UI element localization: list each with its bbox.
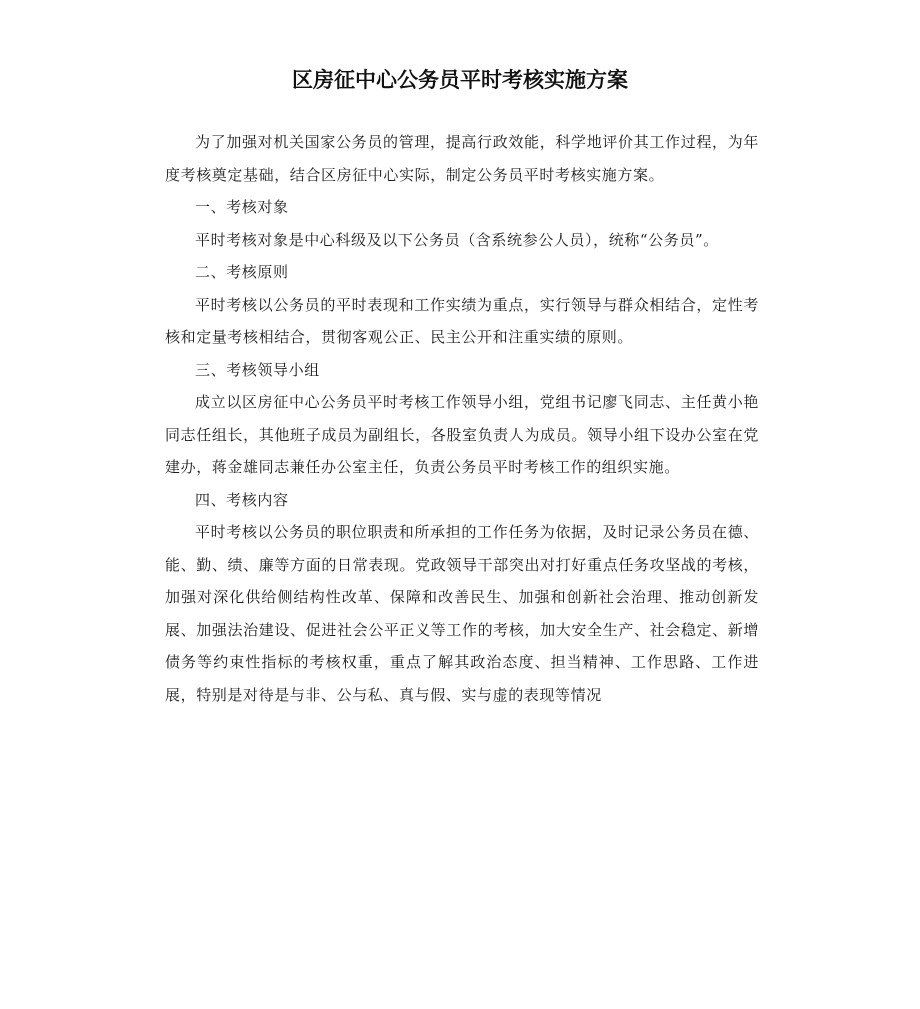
assessment-content-paragraph: 平时考核以公务员的职位职责和所承担的工作任务为依据，及时记录公务员在德、能、勤、绩、廉等方面的日常表现。党政领导干部突出对打好重点任务攻坚战的考核，加强对深化供给侧结构性改革、保障和改善民生、加强和创新社会治理、推动创新发展、加强法治建设、促进社会公平正义等工作的考核，加大安全生产、社会稳定、新增债务等约束性指标的考核权重，重点了解其政治态度、担当精神、工作思路、工作进展，特别是对待是与非、公与私、真与假、实与虚的表现等情况 bbox=[165, 523, 759, 704]
document-body bbox=[165, 126, 759, 711]
leading-group-paragraph: 成立以区房征中心公务员平时考核工作领导小组，党组书记廖飞同志、主任黄小艳同志任组长，其他班子成员为副组长，各股室负责人为成员。领导小组下设办公室在党建办，蒋金雄同志兼任办公室主任，负责公务员平时考核工作的组织实施。 bbox=[165, 393, 759, 476]
section-heading-assessment-content: 四、考核内容 bbox=[195, 490, 289, 509]
section-heading-assessment-principles: 二、考核原则 bbox=[195, 263, 289, 281]
intro-paragraph: 为了加强对机关国家公务员的管理，提高行政效能，科学地评价其工作过程，为年度考核奠定基础，结合区房征中心实际，制定公务员平时考核实施方案。 bbox=[165, 133, 759, 184]
section-heading-leading-group: 三、考核领导小组 bbox=[195, 360, 320, 379]
assessment-targets-paragraph: 平时考核对象是中心科级及以下公务员（含系统参公人员），统称“公务员”。 bbox=[195, 230, 719, 249]
document-title: 区房征中心公务员平时考核实施方案 bbox=[292, 68, 628, 92]
assessment-principles-paragraph: 平时考核以公务员的平时表现和工作实绩为重点，实行领导与群众相结合，定性考核和定量考核相结合，贯彻客观公正、民主公开和注重实绩的原则。 bbox=[165, 295, 759, 346]
section-heading-assessment-targets: 一、考核对象 bbox=[195, 198, 289, 216]
